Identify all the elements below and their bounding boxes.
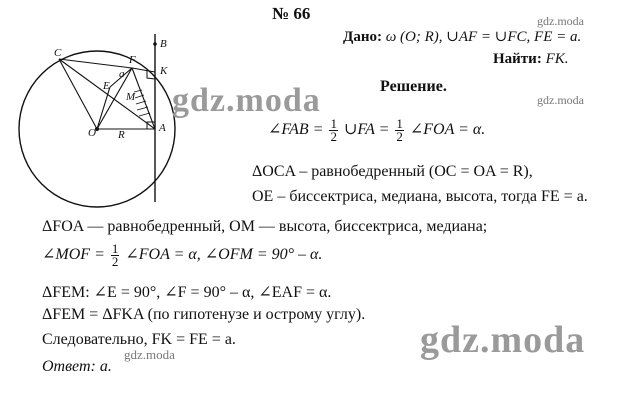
watermark-bottom: gdz.moda [420, 319, 586, 361]
segment-fk [132, 68, 155, 72]
label-e: E [103, 80, 110, 92]
line-6: ΔFEM: ∠E = 90°, ∠F = 90° – α, ∠EAF = α. [42, 284, 332, 301]
line-8: Следовательно, FK = FE = a. [42, 331, 236, 348]
line-1-left: ∠FAB = [268, 121, 324, 139]
given-line [343, 27, 581, 46]
label-a: A [159, 122, 166, 134]
line-2: ΔOCA – равнобедренный (OC = OA = R), [252, 163, 533, 180]
line-1 [268, 118, 485, 143]
fraction-1-num: 1 [330, 116, 337, 131]
label-r: R [118, 129, 125, 141]
line-5 [42, 243, 322, 268]
label-k: K [160, 65, 168, 77]
line-5-right: ∠FOA = α, ∠OFM = 90° – α. [125, 246, 323, 264]
given-label: Дано: [343, 29, 382, 45]
problem-number: № 66 [272, 4, 311, 23]
label-o: O [88, 127, 96, 139]
watermark-top: gdz.moda [537, 14, 584, 28]
line-7: ΔFEM = ΔFKA (по гипотенузе и острому углу). [42, 306, 366, 323]
find-label: Найти: [493, 51, 542, 67]
label-m: M [126, 91, 136, 103]
given-text: ω (O; R), ∪AF = ∪FC, FE = a. [385, 29, 582, 45]
line-4: ΔFOA — равнобедренный, OM — высота, биссектриса, медиана; [42, 218, 488, 235]
watermark-right: gdz.moda [537, 93, 584, 107]
find-line [493, 51, 569, 68]
fraction-3-num: 1 [111, 241, 119, 256]
segment-oc [59, 59, 97, 129]
watermark-bottom-small: gdz.moda [124, 347, 175, 362]
label-c: C [54, 47, 62, 59]
fraction-3-den: 2 [111, 254, 119, 269]
watermark-center: gdz.moda [172, 82, 321, 119]
find-text: FK. [545, 51, 569, 67]
segment-fa [132, 68, 155, 129]
line-3: OE – биссектриса, медиана, высота, тогда FE = a. [252, 188, 588, 205]
fraction-1-den: 2 [330, 129, 337, 144]
line-1-mid: ∪FA = [343, 121, 390, 139]
line-1-right: ∠FOA = α. [409, 121, 486, 139]
fraction-1 [329, 118, 338, 143]
label-b: B [160, 38, 167, 50]
fraction-2-den: 2 [396, 129, 403, 144]
fraction-3 [111, 243, 120, 268]
fraction-2 [395, 118, 404, 143]
fraction-2-num: 1 [396, 116, 403, 131]
segment-oe [97, 87, 110, 129]
label-a-small: a [119, 68, 125, 80]
line-5-left: ∠MOF = [42, 246, 105, 264]
point-b [153, 42, 157, 46]
solution-title: Решение. [380, 78, 447, 95]
answer-line: Ответ: a. [42, 358, 112, 375]
label-f: F [129, 54, 136, 66]
geometry-figure [14, 32, 184, 222]
